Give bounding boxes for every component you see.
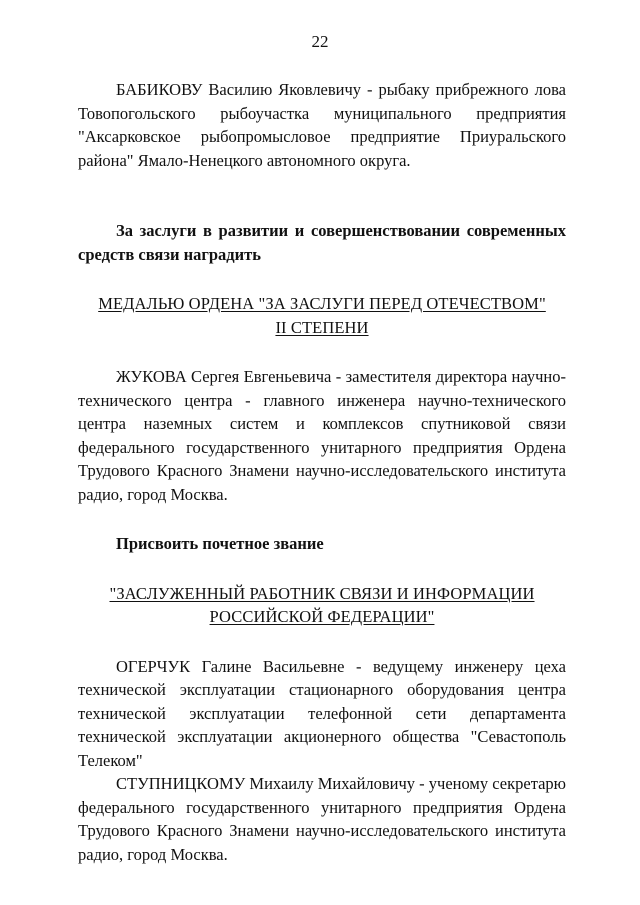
title-entry-stupnitsky: СТУПНИЦКОМУ Михаилу Михайловичу - ученому секретарю федерального государственного унитарного предприятия Ордена Трудового Красного Знамени научно-исследовательского института радио, город Москва.	[78, 774, 567, 864]
award-entry-babikov: БАБИКОВУ Василию Яковлевичу - рыбаку прибрежного лова Товопогольского рыбоучастка муниципального предприятия "Аксарковское рыбопромысловое предприятие Приуральского района" Ямало-Ненецкого автономного округа.	[78, 80, 566, 170]
award-heading-line1: МЕДАЛЬЮ ОРДЕНА "ЗА ЗАСЛУГИ ПЕРЕД ОТЕЧЕСТВОМ"	[98, 294, 546, 313]
award-heading-medal	[78, 292, 566, 339]
page-number: 22	[311, 32, 329, 51]
award-intro-communications: За заслуги в развитии и совершенствовании современных средств связи наградить	[78, 221, 566, 264]
award-heading-line2: II СТЕПЕНИ	[275, 317, 369, 337]
honorary-title-line1: "ЗАСЛУЖЕННЫЙ РАБОТНИК СВЯЗИ И ИНФОРМАЦИИ	[109, 583, 535, 603]
honorary-title-heading	[78, 582, 566, 629]
honorary-title-line2: РОССИЙСКОЙ ФЕДЕРАЦИИ"	[209, 607, 435, 626]
title-intro: Присвоить почетное звание	[116, 534, 324, 553]
document-body	[78, 78, 566, 866]
award-entry-zhukov: ЖУКОВА Сергея Евгеньевича - заместителя директора научно-технического центра - главного инженера научно-технического центра наземных систем и комплексов спутниковой связи федерального государственного унитарного предприятия Ордена Трудового Красного Знамени научно-исследовательского института радио, город Москва.	[78, 367, 566, 504]
title-entry-ogerchuk: ОГЕРЧУК Галине Васильевне - ведущему инженеру цеха технической эксплуатации стационарного оборудования центра технической эксплуатации телефонной сети департамента технической эксплуатации акционерного общества "Севастополь Телеком"	[78, 656, 566, 770]
